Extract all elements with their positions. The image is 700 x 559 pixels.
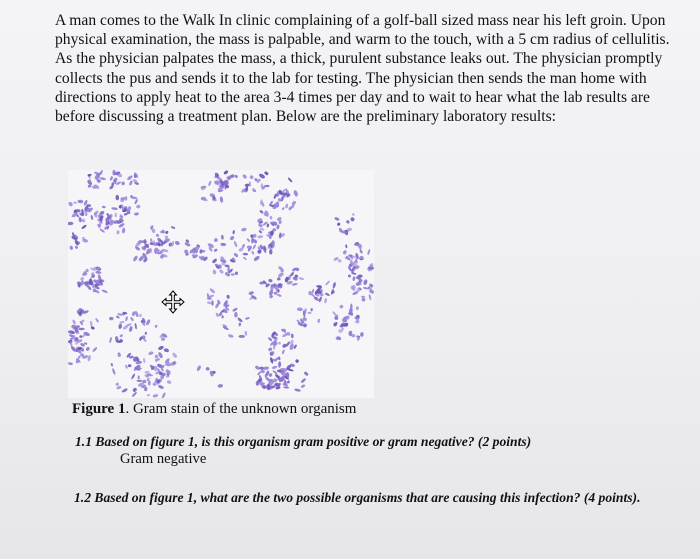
- bacterium-cell: [131, 373, 136, 380]
- bacterium-cell: [117, 352, 121, 357]
- bacterium-cell: [295, 359, 300, 364]
- bacterium-cell: [368, 294, 372, 301]
- bacterium-cell: [253, 234, 257, 238]
- bacterium-cell: [131, 391, 137, 397]
- bacterium-cell: [207, 301, 212, 305]
- bacterium-cell: [219, 196, 223, 203]
- bacterium-cell: [111, 207, 118, 211]
- bacterium-cell: [116, 230, 120, 234]
- bacterium-cell: [115, 195, 119, 201]
- bacterium-cell: [165, 230, 169, 234]
- bacterium-cell: [99, 216, 102, 222]
- bacterium-cell: [109, 176, 113, 181]
- bacterium-cell: [69, 245, 73, 250]
- bacterium-cell: [119, 334, 123, 338]
- bacterium-cell: [135, 212, 140, 216]
- bacterium-cell: [110, 363, 113, 367]
- bacterium-cell: [277, 294, 282, 298]
- bacterium-cell: [78, 328, 85, 331]
- bacterium-cell: [234, 312, 237, 318]
- bacterium-cell: [294, 388, 301, 392]
- bacterium-cell: [139, 314, 142, 318]
- bacterium-cell: [286, 380, 290, 384]
- bacterium-cell: [277, 342, 281, 345]
- bacterium-cell: [118, 324, 122, 330]
- bacterium-cell: [332, 282, 336, 289]
- bacterium-cell: [81, 224, 87, 230]
- answer-1[interactable]: Gram negative: [120, 451, 207, 467]
- bacterium-cell: [228, 334, 234, 338]
- bacterium-cell: [68, 222, 74, 226]
- bacterium-cell: [208, 180, 212, 186]
- bacterium-cell: [77, 199, 83, 203]
- bacterium-cell: [342, 250, 347, 255]
- bacterium-cell: [219, 269, 225, 275]
- bacterium-cell: [68, 362, 73, 365]
- bacterium-cell: [350, 217, 356, 223]
- bacterium-cell: [279, 232, 282, 239]
- bacterium-cell: [258, 223, 263, 228]
- bacterium-cell: [268, 347, 273, 352]
- bacterium-cell: [293, 344, 297, 349]
- bacterium-cell: [334, 217, 340, 222]
- bacterium-cell: [307, 312, 311, 314]
- bacterium-cell: [336, 222, 340, 227]
- bacterium-cell: [292, 283, 298, 286]
- bacterium-cell: [213, 248, 218, 252]
- bacterium-cell: [211, 258, 217, 264]
- bacterium-cell: [249, 175, 254, 180]
- bacterium-cell: [251, 237, 254, 244]
- bacterium-cell: [125, 364, 129, 369]
- bacterium-cell: [85, 346, 90, 351]
- bacterium-cell: [171, 352, 178, 359]
- bacterium-cell: [351, 213, 355, 217]
- bacterium-cell: [78, 219, 82, 222]
- bacterium-cell: [347, 274, 351, 278]
- bacterium-cell: [211, 300, 213, 306]
- question-1: 1.1 Based on figure 1, is this organism gram positive or gram negative? (2 points): [75, 434, 532, 449]
- bacterium-cell: [121, 388, 128, 394]
- bacterium-cell: [317, 318, 320, 323]
- bacterium-cell: [232, 230, 235, 234]
- bacterium-cell: [245, 317, 250, 320]
- bacterium-cell: [234, 174, 238, 178]
- bacterium-cell: [124, 196, 128, 201]
- figure-caption-text: . Gram stain of the unknown organism: [125, 401, 357, 417]
- bacterium-cell: [117, 313, 123, 317]
- bacterium-cell: [259, 209, 264, 214]
- bacterium-cell: [360, 332, 364, 337]
- bacterium-cell: [346, 220, 351, 225]
- bacterium-cell: [276, 224, 280, 229]
- move-cursor-icon: [161, 290, 185, 314]
- bacterium-cell: [238, 322, 241, 326]
- bacterium-cell: [268, 289, 274, 296]
- bacterium-cell: [148, 351, 154, 356]
- bacterium-cell: [154, 324, 157, 328]
- bacterium-cell: [125, 316, 129, 321]
- bacterium-cell: [148, 381, 151, 386]
- bacterium-cell: [116, 315, 120, 319]
- bacterium-cell: [109, 337, 112, 344]
- bacterium-cell: [278, 361, 281, 368]
- bacterium-cell: [119, 320, 125, 324]
- bacterium-cell: [132, 255, 138, 262]
- gram-stain-image: [68, 170, 374, 398]
- bacterium-cell: [253, 255, 260, 262]
- bacterium-cell: [146, 393, 150, 396]
- bacterium-cell: [150, 238, 153, 242]
- bacterium-cell: [109, 317, 114, 321]
- bacterium-cell: [283, 386, 289, 388]
- bacterium-cell: [209, 288, 216, 295]
- intro-paragraph: A man comes to the Walk In clinic complaining of a golf-ball sized mass near his left groin. Upon physical examination, the mass is palpable, and warm to the touch, with a 5 cm radius of cellulitis. As the physician palpates the mass, a thick, purulent substance leaks out. The physician promptly collects the pus and sends it to the lab for testing. The physician then sends the man home with directions to apply heat to the area 3-4 times per day and to wait to hear what the lab results are before discussing a treatment plan. Below are the preliminary laboratory results:: [55, 12, 670, 126]
- bacterium-cell: [363, 279, 368, 286]
- bacterium-cell: [115, 213, 118, 218]
- bacterium-cell: [246, 238, 250, 242]
- bacterium-cell: [332, 311, 337, 317]
- bacterium-cell: [221, 315, 223, 318]
- bacterium-cell: [268, 278, 273, 282]
- bacterium-cell: [244, 331, 247, 336]
- bacterium-cell: [282, 343, 288, 348]
- bacterium-cell: [233, 252, 239, 257]
- bacterium-cell: [163, 348, 169, 353]
- bacterium-cell: [269, 216, 272, 220]
- bacterium-cell: [138, 375, 140, 379]
- bacterium-cell: [99, 177, 106, 181]
- bacterium-cell: [221, 235, 224, 240]
- bacterium-cell: [297, 307, 303, 311]
- bacterium-cell: [214, 238, 219, 243]
- bacterium-cell: [90, 321, 93, 327]
- bacterium-cell: [345, 244, 348, 248]
- bacterium-cell: [239, 335, 246, 338]
- bacterium-cell: [251, 251, 255, 255]
- bacterium-cell: [161, 392, 166, 398]
- bacterium-cell: [303, 371, 309, 376]
- bacterium-cell: [155, 233, 159, 237]
- bacterium-cell: [128, 180, 133, 186]
- bacterium-cell: [215, 312, 220, 317]
- bacterium-cell: [334, 316, 339, 321]
- bacterium-cell: [277, 277, 281, 281]
- bacterium-cell: [273, 292, 277, 295]
- bacterium-cell: [264, 171, 269, 176]
- bacterium-cell: [143, 358, 146, 364]
- bacterium-cell: [223, 170, 229, 175]
- bacterium-cell: [287, 177, 293, 183]
- bacterium-cell: [232, 307, 238, 312]
- bacterium-cell: [128, 326, 133, 332]
- bacterium-cell: [285, 203, 289, 208]
- bacterium-cell: [75, 358, 79, 363]
- bacterium-cell: [72, 319, 76, 325]
- bacterium-cell: [145, 319, 151, 326]
- bacterium-cell: [248, 291, 254, 296]
- bacterium-cell: [243, 253, 249, 256]
- bacterium-cell: [229, 235, 235, 241]
- bacterium-cell: [361, 297, 366, 302]
- bacterium-cell: [206, 367, 210, 371]
- bacterium-cell: [126, 175, 133, 181]
- figure-label: Figure 1: [72, 401, 126, 417]
- bacterium-cell: [234, 271, 239, 276]
- bacterium-cell: [115, 382, 119, 386]
- gram-stain-figure: [68, 170, 374, 398]
- bacterium-cell: [293, 190, 299, 197]
- bacterium-cell: [68, 201, 74, 207]
- bacterium-cell: [300, 384, 305, 389]
- bacterium-cell: [258, 173, 266, 180]
- bacterium-cell: [196, 365, 202, 372]
- bacterium-cell: [157, 351, 163, 359]
- bacterium-cell: [73, 201, 77, 204]
- bacterium-cell: [166, 380, 171, 385]
- bacterium-cell: [134, 199, 139, 205]
- bacterium-cell: [134, 323, 137, 330]
- bacterium-cell: [266, 223, 269, 227]
- bacterium-cell: [243, 256, 247, 260]
- bacterium-cell: [257, 235, 263, 239]
- bacterium-cell: [226, 294, 230, 299]
- bacterium-cell: [311, 289, 315, 295]
- question-2: 1.2 Based on figure 1, what are the two possible organisms that are causing this infection? (4 points).: [74, 490, 641, 505]
- bacterium-cell: [102, 205, 106, 208]
- bacterium-cell: [116, 385, 122, 390]
- bacterium-cell: [281, 207, 285, 211]
- bacterium-cell: [356, 306, 360, 310]
- bacterium-cell: [231, 273, 235, 275]
- bacterium-cell: [339, 304, 344, 309]
- bacterium-cell: [112, 368, 116, 375]
- bacterium-cell: [144, 371, 149, 374]
- bacterium-cell: [281, 349, 285, 354]
- bacterium-cell: [157, 345, 164, 351]
- bacterium-cell: [217, 384, 223, 388]
- bacterium-cell: [79, 335, 82, 338]
- bacterium-cell: [300, 378, 306, 384]
- bacterium-cell: [269, 249, 272, 255]
- bacterium-cell: [260, 369, 265, 373]
- bacterium-cell: [271, 365, 277, 369]
- bacterium-cell: [361, 296, 365, 299]
- bacterium-cell: [132, 387, 138, 393]
- bacterium-cell: [174, 240, 180, 246]
- bacterium-cell: [95, 318, 100, 323]
- bacterium-cell: [324, 298, 328, 304]
- bacterium-cell: [325, 280, 331, 286]
- bacterium-cell: [158, 384, 165, 389]
- bacterium-cell: [257, 371, 262, 376]
- bacterium-cell: [128, 364, 132, 367]
- bacterium-cell: [95, 271, 102, 275]
- bacterium-cell: [352, 276, 355, 281]
- bacterium-cell: [74, 245, 78, 249]
- bacterium-cell: [277, 272, 284, 279]
- bacterium-cell: [90, 215, 93, 220]
- bacterium-cell: [242, 174, 248, 180]
- bacterium-cell: [212, 269, 217, 275]
- bacterium-cell: [233, 241, 238, 248]
- bacterium-cell: [92, 346, 98, 352]
- bacterium-cell: [237, 317, 244, 323]
- bacterium-cell: [144, 331, 147, 335]
- bacterium-cell: [325, 292, 330, 296]
- bacterium-cell: [363, 287, 368, 290]
- bacterium-cell: [241, 227, 247, 232]
- bacterium-cell: [171, 226, 176, 230]
- bacterium-cell: [291, 334, 294, 338]
- bacterium-cell: [252, 244, 257, 250]
- bacterium-cell: [130, 317, 135, 322]
- figure-caption: [72, 401, 356, 418]
- bacterium-cell: [211, 198, 217, 202]
- bacterium-cell: [155, 355, 159, 359]
- bacterium-cell: [310, 308, 313, 312]
- bacterium-cell: [136, 205, 140, 209]
- bacterium-cell: [122, 227, 126, 233]
- bacterium-cell: [152, 394, 158, 398]
- bacterium-cell: [367, 249, 371, 255]
- bacterium-cell: [259, 367, 264, 370]
- bacterium-cell: [101, 289, 108, 294]
- bacterium-cell: [121, 181, 126, 186]
- bacterium-cell: [136, 380, 142, 382]
- bacterium-cell: [359, 249, 363, 254]
- bacterium-cell: [298, 277, 304, 281]
- bacterium-cell: [294, 267, 299, 272]
